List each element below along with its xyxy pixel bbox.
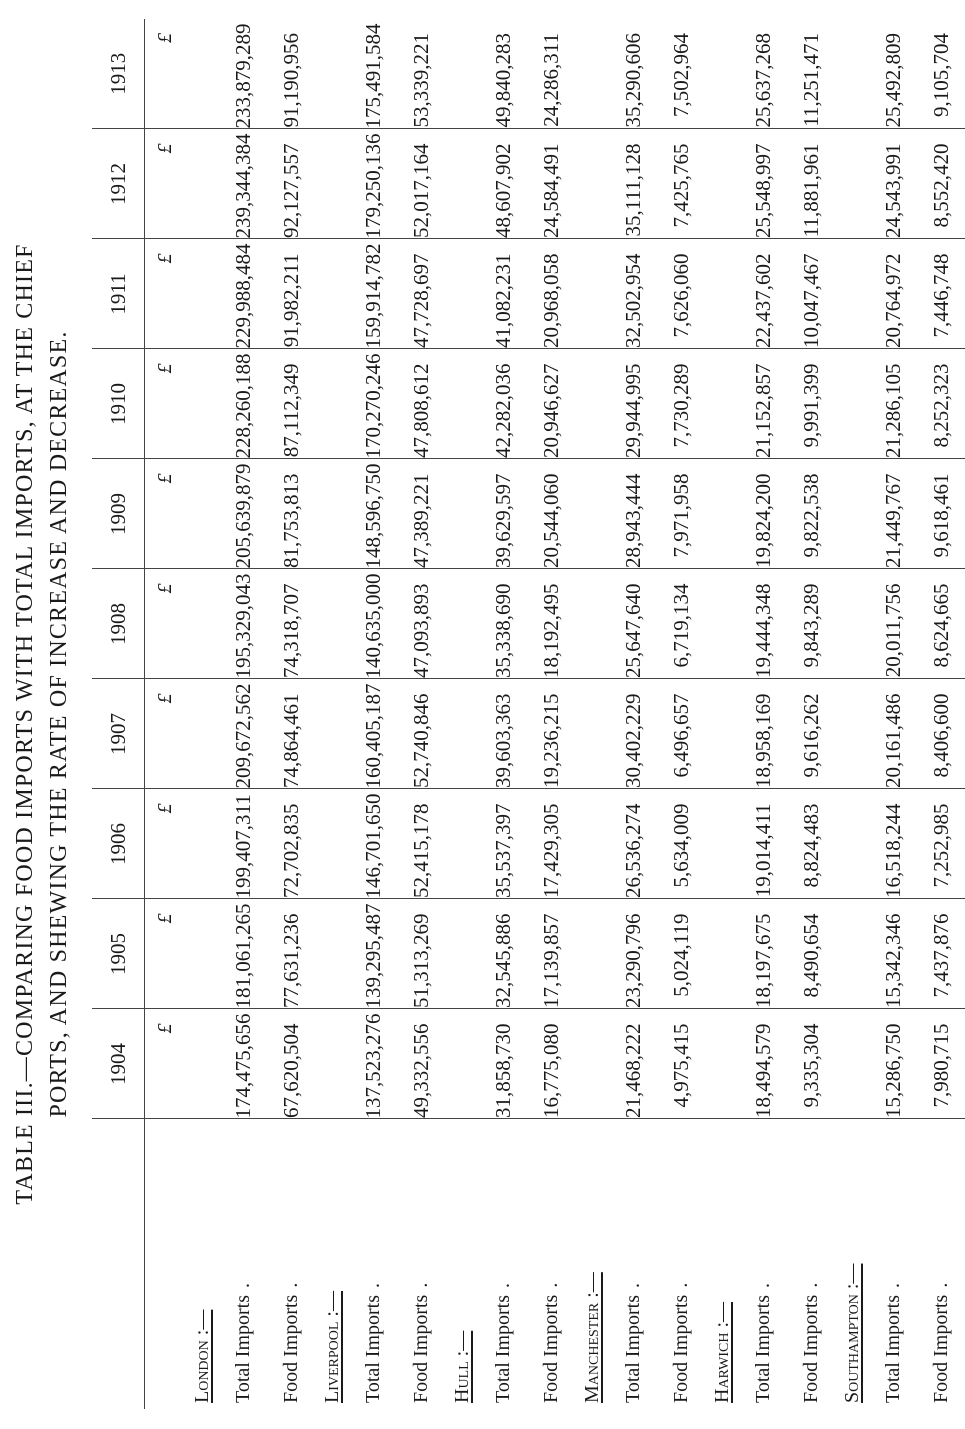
table-cell: 17,139,857 xyxy=(527,899,575,1009)
table-cell: 9,335,304 xyxy=(787,1009,835,1119)
table-cell: 229,988,484 xyxy=(219,239,267,349)
currency-symbol: £ xyxy=(145,19,186,129)
row-leader: . xyxy=(669,1280,692,1295)
empty-cell xyxy=(575,899,609,1009)
empty-cell xyxy=(705,129,739,239)
year-header-1911: 1911 xyxy=(92,239,145,349)
port-name: Hull :— xyxy=(450,1330,473,1403)
port-name-cell xyxy=(705,1119,739,1409)
currency-row-label xyxy=(145,1119,186,1409)
table-cell: 7,425,765 xyxy=(657,129,705,239)
table-cell: 18,958,169 xyxy=(739,679,787,789)
title-line-2: PORTS, AND SHEWING THE RATE OF INCREASE AND DECREASE. xyxy=(46,330,72,1118)
table-cell: 24,543,991 xyxy=(869,129,917,239)
table-cell: 7,437,876 xyxy=(917,899,965,1009)
table-cell: 35,537,397 xyxy=(479,789,527,899)
empty-cell xyxy=(445,239,479,349)
empty-cell xyxy=(315,459,349,569)
table-cell: 7,971,958 xyxy=(657,459,705,569)
year-header-1909: 1909 xyxy=(92,459,145,569)
port-name: Liverpool :— xyxy=(320,1291,343,1403)
empty-cell xyxy=(315,349,349,459)
empty-cell xyxy=(705,1009,739,1119)
port-name-cell xyxy=(315,1119,349,1409)
table-cell: 39,603,363 xyxy=(479,679,527,789)
table-cell: 209,672,562 xyxy=(219,679,267,789)
table-cell: 21,152,857 xyxy=(739,349,787,459)
header-corner xyxy=(92,1119,145,1409)
table-cell: 18,192,495 xyxy=(527,569,575,679)
empty-cell xyxy=(835,899,869,1009)
row-label: Total Imports xyxy=(231,1294,254,1403)
empty-cell xyxy=(575,239,609,349)
empty-cell xyxy=(835,1009,869,1119)
row-label: Food Imports xyxy=(539,1294,562,1403)
empty-cell xyxy=(575,569,609,679)
year-header-1913: 1913 xyxy=(92,19,145,129)
currency-symbol: £ xyxy=(145,789,186,899)
table-cell: 47,808,612 xyxy=(397,349,445,459)
table-cell: 199,407,311 xyxy=(219,789,267,899)
table-cell: 42,282,036 xyxy=(479,349,527,459)
table-cell: 47,389,221 xyxy=(397,459,445,569)
empty-cell xyxy=(315,899,349,1009)
table-cell: 32,502,954 xyxy=(609,239,657,349)
table-cell: 21,449,767 xyxy=(869,459,917,569)
table-cell: 9,618,461 xyxy=(917,459,965,569)
table-cell: 28,943,444 xyxy=(609,459,657,569)
table-cell: 52,017,164 xyxy=(397,129,445,239)
table-cell: 174,475,656 xyxy=(219,1009,267,1119)
port-group-liverpool xyxy=(315,19,349,1409)
year-header-row xyxy=(92,19,145,1409)
year-header-1904: 1904 xyxy=(92,1009,145,1119)
table-cell: 8,824,483 xyxy=(787,789,835,899)
table-cell: 25,548,997 xyxy=(739,129,787,239)
row-leader: . xyxy=(799,1280,822,1295)
table-cell: 47,728,697 xyxy=(397,239,445,349)
row-label: Food Imports xyxy=(799,1294,822,1403)
empty-cell xyxy=(575,1009,609,1119)
row-leader: . xyxy=(539,1280,562,1295)
empty-cell xyxy=(185,899,219,1009)
table-cell: 19,014,411 xyxy=(739,789,787,899)
port-group-southampton xyxy=(835,19,869,1409)
table-cell: 6,496,657 xyxy=(657,679,705,789)
empty-cell xyxy=(835,349,869,459)
currency-symbol: £ xyxy=(145,129,186,239)
table-cell: 4,975,415 xyxy=(657,1009,705,1119)
port-group-manchester xyxy=(575,19,609,1409)
row-leader: . xyxy=(929,1280,952,1295)
row-label-cell xyxy=(527,1119,575,1409)
table-cell: 228,260,188 xyxy=(219,349,267,459)
table-cell: 67,620,504 xyxy=(267,1009,315,1119)
table-cell: 20,544,060 xyxy=(527,459,575,569)
table-cell: 92,127,557 xyxy=(267,129,315,239)
table-cell: 15,286,750 xyxy=(869,1009,917,1119)
row-leader: . xyxy=(881,1280,904,1295)
table-cell: 146,701,650 xyxy=(349,789,397,899)
empty-cell xyxy=(705,459,739,569)
table-cell: 8,624,665 xyxy=(917,569,965,679)
table-cell: 20,011,756 xyxy=(869,569,917,679)
table-cell: 9,105,704 xyxy=(917,19,965,129)
table-cell: 24,584,491 xyxy=(527,129,575,239)
table-cell: 6,719,134 xyxy=(657,569,705,679)
port-name-cell xyxy=(185,1119,219,1409)
table-row-southampton-total-imports xyxy=(869,19,917,1409)
empty-cell xyxy=(185,569,219,679)
table-cell: 8,552,420 xyxy=(917,129,965,239)
table-cell: 9,822,538 xyxy=(787,459,835,569)
table-cell: 20,161,486 xyxy=(869,679,917,789)
port-name: Manchester :— xyxy=(580,1272,603,1403)
row-label-cell xyxy=(609,1119,657,1409)
row-label-cell xyxy=(219,1119,267,1409)
table-row-hull-food-imports xyxy=(527,19,575,1409)
row-label-cell xyxy=(349,1119,397,1409)
row-label: Total Imports xyxy=(361,1294,384,1403)
table-cell: 20,946,627 xyxy=(527,349,575,459)
empty-cell xyxy=(185,459,219,569)
row-leader: . xyxy=(279,1280,302,1295)
empty-cell xyxy=(575,349,609,459)
empty-cell xyxy=(835,789,869,899)
row-label-cell xyxy=(917,1119,965,1409)
empty-cell xyxy=(315,239,349,349)
table-row-manchester-total-imports xyxy=(609,19,657,1409)
empty-cell xyxy=(185,1009,219,1119)
port-name: London :— xyxy=(190,1309,213,1403)
table-cell: 29,944,995 xyxy=(609,349,657,459)
row-label: Food Imports xyxy=(409,1294,432,1403)
port-name: Harwich :— xyxy=(710,1302,733,1403)
table-cell: 18,494,579 xyxy=(739,1009,787,1119)
table-cell: 140,635,000 xyxy=(349,569,397,679)
row-label: Total Imports xyxy=(751,1294,774,1403)
table-cell: 47,093,893 xyxy=(397,569,445,679)
currency-symbol: £ xyxy=(145,239,186,349)
table-cell: 20,764,972 xyxy=(869,239,917,349)
table-cell: 24,286,311 xyxy=(527,19,575,129)
table-cell: 48,607,902 xyxy=(479,129,527,239)
currency-symbol: £ xyxy=(145,899,186,1009)
table-cell: 7,502,964 xyxy=(657,19,705,129)
row-leader: . xyxy=(231,1280,254,1295)
table-cell: 87,112,349 xyxy=(267,349,315,459)
year-header-1908: 1908 xyxy=(92,569,145,679)
table-cell: 7,252,985 xyxy=(917,789,965,899)
empty-cell xyxy=(575,679,609,789)
empty-cell xyxy=(445,899,479,1009)
port-group-hull xyxy=(445,19,479,1409)
table-cell: 51,313,269 xyxy=(397,899,445,1009)
table-cell: 139,295,487 xyxy=(349,899,397,1009)
table-cell: 15,342,346 xyxy=(869,899,917,1009)
row-leader: . xyxy=(491,1280,514,1295)
currency-symbol: £ xyxy=(145,349,186,459)
empty-cell xyxy=(705,679,739,789)
table-row-liverpool-total-imports xyxy=(349,19,397,1409)
port-name-cell xyxy=(445,1119,479,1409)
row-label: Total Imports xyxy=(621,1294,644,1403)
table-cell: 25,637,268 xyxy=(739,19,787,129)
row-label: Food Imports xyxy=(279,1294,302,1403)
table-cell: 35,338,690 xyxy=(479,569,527,679)
empty-cell xyxy=(185,789,219,899)
table-cell: 77,631,236 xyxy=(267,899,315,1009)
table-cell: 16,775,080 xyxy=(527,1009,575,1119)
table-cell: 159,914,782 xyxy=(349,239,397,349)
empty-cell xyxy=(445,459,479,569)
table-cell: 41,082,231 xyxy=(479,239,527,349)
table-cell: 74,864,461 xyxy=(267,679,315,789)
year-header-1906: 1906 xyxy=(92,789,145,899)
empty-cell xyxy=(835,459,869,569)
row-label-cell xyxy=(479,1119,527,1409)
table-cell: 19,824,200 xyxy=(739,459,787,569)
empty-cell xyxy=(705,569,739,679)
table-cell: 148,596,750 xyxy=(349,459,397,569)
row-label-cell xyxy=(267,1119,315,1409)
currency-symbol: £ xyxy=(145,679,186,789)
table-row-harwich-food-imports xyxy=(787,19,835,1409)
empty-cell xyxy=(705,239,739,349)
table-cell: 5,634,009 xyxy=(657,789,705,899)
port-group-london xyxy=(185,19,219,1409)
table-cell: 74,318,707 xyxy=(267,569,315,679)
year-header-1910: 1910 xyxy=(92,349,145,459)
empty-cell xyxy=(705,899,739,1009)
row-leader: . xyxy=(621,1280,644,1295)
table-cell: 35,111,128 xyxy=(609,129,657,239)
table-cell: 91,190,956 xyxy=(267,19,315,129)
table-cell: 21,286,105 xyxy=(869,349,917,459)
table-cell: 7,730,289 xyxy=(657,349,705,459)
empty-cell xyxy=(315,129,349,239)
imports-table xyxy=(92,19,965,1409)
table-title xyxy=(8,59,76,1389)
table-body xyxy=(145,19,965,1409)
currency-symbol: £ xyxy=(145,1009,186,1119)
table-cell: 17,429,305 xyxy=(527,789,575,899)
row-label-cell xyxy=(787,1119,835,1409)
table-row-london-total-imports xyxy=(219,19,267,1409)
table-cell: 19,444,348 xyxy=(739,569,787,679)
table-cell: 7,446,748 xyxy=(917,239,965,349)
table-cell: 25,492,809 xyxy=(869,19,917,129)
table-cell: 25,647,640 xyxy=(609,569,657,679)
table-row-manchester-food-imports xyxy=(657,19,705,1409)
empty-cell xyxy=(705,789,739,899)
table-cell: 81,753,813 xyxy=(267,459,315,569)
empty-cell xyxy=(575,459,609,569)
table-cell: 10,047,467 xyxy=(787,239,835,349)
empty-cell xyxy=(445,679,479,789)
empty-cell xyxy=(185,679,219,789)
empty-cell xyxy=(835,679,869,789)
table-cell: 49,332,556 xyxy=(397,1009,445,1119)
row-label-cell xyxy=(869,1119,917,1409)
table-cell: 18,197,675 xyxy=(739,899,787,1009)
table-cell: 21,468,222 xyxy=(609,1009,657,1119)
table-cell: 20,968,058 xyxy=(527,239,575,349)
table-row-liverpool-food-imports xyxy=(397,19,445,1409)
table-cell: 35,290,606 xyxy=(609,19,657,129)
table-cell: 181,061,265 xyxy=(219,899,267,1009)
row-label: Total Imports xyxy=(881,1294,904,1403)
row-label: Total Imports xyxy=(491,1294,514,1403)
table-cell: 11,251,471 xyxy=(787,19,835,129)
empty-cell xyxy=(315,679,349,789)
year-header-1912: 1912 xyxy=(92,129,145,239)
empty-cell xyxy=(575,789,609,899)
table-cell: 170,270,246 xyxy=(349,349,397,459)
table-cell: 137,523,276 xyxy=(349,1009,397,1119)
empty-cell xyxy=(835,239,869,349)
row-leader: . xyxy=(751,1280,774,1295)
table-cell: 91,982,211 xyxy=(267,239,315,349)
table-cell: 205,639,879 xyxy=(219,459,267,569)
table-cell: 32,545,886 xyxy=(479,899,527,1009)
currency-symbol: £ xyxy=(145,569,186,679)
empty-cell xyxy=(315,19,349,129)
table-cell: 5,024,119 xyxy=(657,899,705,1009)
empty-cell xyxy=(185,129,219,239)
table-cell: 179,250,136 xyxy=(349,129,397,239)
empty-cell xyxy=(315,789,349,899)
empty-cell xyxy=(315,569,349,679)
empty-cell xyxy=(185,19,219,129)
row-leader: . xyxy=(409,1280,432,1295)
table-cell: 195,329,043 xyxy=(219,569,267,679)
table-cell: 49,840,283 xyxy=(479,19,527,129)
table-cell: 160,405,187 xyxy=(349,679,397,789)
table-cell: 22,437,602 xyxy=(739,239,787,349)
empty-cell xyxy=(445,129,479,239)
empty-cell xyxy=(185,239,219,349)
table-cell: 19,236,215 xyxy=(527,679,575,789)
table-cell: 8,252,323 xyxy=(917,349,965,459)
table-cell: 72,702,835 xyxy=(267,789,315,899)
row-label: Food Imports xyxy=(929,1294,952,1403)
empty-cell xyxy=(835,569,869,679)
table-cell: 16,518,244 xyxy=(869,789,917,899)
empty-cell xyxy=(835,129,869,239)
table-cell: 52,415,178 xyxy=(397,789,445,899)
table-cell: 7,626,060 xyxy=(657,239,705,349)
empty-cell xyxy=(705,349,739,459)
table-cell: 39,629,597 xyxy=(479,459,527,569)
empty-cell xyxy=(445,1009,479,1119)
table-cell: 8,490,654 xyxy=(787,899,835,1009)
year-header-1907: 1907 xyxy=(92,679,145,789)
row-label: Food Imports xyxy=(669,1294,692,1403)
table-cell: 31,858,730 xyxy=(479,1009,527,1119)
empty-cell xyxy=(445,569,479,679)
table-cell: 9,843,289 xyxy=(787,569,835,679)
table-cell: 7,980,715 xyxy=(917,1009,965,1119)
port-name: Southampton :— xyxy=(840,1263,863,1403)
table-cell: 52,740,846 xyxy=(397,679,445,789)
empty-cell xyxy=(445,789,479,899)
table-row-harwich-total-imports xyxy=(739,19,787,1409)
table-cell: 53,339,221 xyxy=(397,19,445,129)
currency-symbol: £ xyxy=(145,459,186,569)
table-cell: 26,536,274 xyxy=(609,789,657,899)
table-cell: 9,991,399 xyxy=(787,349,835,459)
empty-cell xyxy=(185,349,219,459)
port-name-cell xyxy=(835,1119,869,1409)
empty-cell xyxy=(575,19,609,129)
table-cell: 11,881,961 xyxy=(787,129,835,239)
table-cell: 23,290,796 xyxy=(609,899,657,1009)
row-label-cell xyxy=(739,1119,787,1409)
empty-cell xyxy=(705,19,739,129)
table-row-hull-total-imports xyxy=(479,19,527,1409)
table-cell: 9,616,262 xyxy=(787,679,835,789)
row-label-cell xyxy=(397,1119,445,1409)
currency-row xyxy=(145,19,186,1409)
title-line-1: TABLE III.—COMPARING FOOD IMPORTS WITH TOTAL IMPORTS, AT THE CHIEF xyxy=(12,243,38,1205)
row-label-cell xyxy=(657,1119,705,1409)
empty-cell xyxy=(445,19,479,129)
empty-cell xyxy=(575,129,609,239)
empty-cell xyxy=(445,349,479,459)
table-cell: 8,406,600 xyxy=(917,679,965,789)
empty-cell xyxy=(315,1009,349,1119)
table-row-southampton-food-imports xyxy=(917,19,965,1409)
table-cell: 30,402,229 xyxy=(609,679,657,789)
table-cell: 175,491,584 xyxy=(349,19,397,129)
empty-cell xyxy=(835,19,869,129)
table-cell: 233,879,289 xyxy=(219,19,267,129)
table-cell: 239,344,384 xyxy=(219,129,267,239)
port-name-cell xyxy=(575,1119,609,1409)
year-header-1905: 1905 xyxy=(92,899,145,1009)
row-leader: . xyxy=(361,1280,384,1295)
table-row-london-food-imports xyxy=(267,19,315,1409)
port-group-harwich xyxy=(705,19,739,1409)
